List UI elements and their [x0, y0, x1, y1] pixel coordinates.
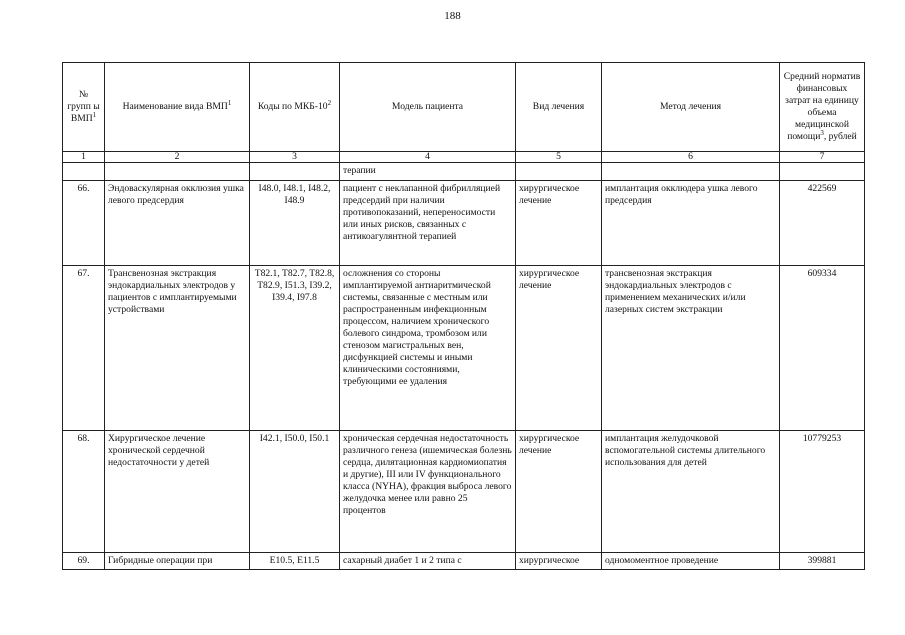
cell-name: [105, 163, 250, 181]
column-number: 3: [250, 152, 340, 163]
cell-num: 66.: [63, 181, 105, 266]
column-number: 1: [63, 152, 105, 163]
cell-name: Хирургическое лечение хронической сердечной недостаточности у детей: [105, 431, 250, 553]
cell-num: [63, 163, 105, 181]
cell-model: хроническая сердечная недостаточность различного генеза (ишемическая болезнь сердца, дилятационная кардиомиопатия и другие), III или IV функционального класса (NYHA), фракция выброса левого желудочка менее или равно 25 процентов: [340, 431, 516, 553]
cell-type: хирургическое лечение: [516, 431, 602, 553]
header-treatment-type: Вид лечения: [516, 63, 602, 152]
cell-cost: [780, 163, 865, 181]
column-number-row: [63, 152, 865, 163]
cell-model: осложнения со стороны имплантируемой антиаритмической системы, связанные с местным или распространенным инфекционным процессом, наличием хронического болевого синдрома, тромбозом или стенозом магистральных вен, дисфункцией системы и иными клиническими состояниями, требующими ее удаления: [340, 266, 516, 431]
table-row: [63, 553, 865, 570]
cell-num: 67.: [63, 266, 105, 431]
cell-num: 68.: [63, 431, 105, 553]
cell-codes: I48.0, I48.1, I48.2, I48.9: [250, 181, 340, 266]
table-row: [63, 181, 865, 266]
cell-method: имплантация желудочковой вспомогательной системы длительного использования для детей: [602, 431, 780, 553]
cell-type: [516, 163, 602, 181]
cell-type: хирургическое: [516, 553, 602, 570]
cell-codes: [250, 163, 340, 181]
table-row: [63, 266, 865, 431]
header-vmp-name: Наименование вида ВМП$^1$: [105, 63, 250, 152]
cell-method: трансвенозная экстракция эндокардиальных электродов с применением механических и/или лазерных систем экстракции: [602, 266, 780, 431]
cell-cost: 609334: [780, 266, 865, 431]
column-number: 7: [780, 152, 865, 163]
cell-cost: 10779253: [780, 431, 865, 553]
cell-name: Эндоваскулярная окклюзия ушка левого предсердия: [105, 181, 250, 266]
cell-method: одномоментное проведение: [602, 553, 780, 570]
cell-type: хирургическое лечение: [516, 266, 602, 431]
cell-model: сахарный диабет 1 и 2 типа с: [340, 553, 516, 570]
column-number: 6: [602, 152, 780, 163]
cell-name: Гибридные операции при: [105, 553, 250, 570]
header-row: [63, 63, 865, 152]
cell-codes: I42.1, I50.0, I50.1: [250, 431, 340, 553]
column-number: 2: [105, 152, 250, 163]
cell-codes: T82.1, T82.7, T82.8, T82.9, I51.3, I39.2, I39.4, I97.8: [250, 266, 340, 431]
vmp-table: [62, 62, 865, 570]
cell-name: Трансвенозная экстракция эндокардиальных электродов у пациентов с имплантируемыми устройствами: [105, 266, 250, 431]
page-number: 188: [444, 10, 461, 22]
table-row: [63, 431, 865, 553]
cell-num: 69.: [63, 553, 105, 570]
cell-cost: 399881: [780, 553, 865, 570]
cell-model: пациент с неклапанной фибрилляцией предсердий при наличии противопоказаний, непереносимости или иных рисков, связанных с антикоагулянтной терапией: [340, 181, 516, 266]
cell-cost: 422569: [780, 181, 865, 266]
header-mkb-codes: Коды по МКБ-10$^2$: [250, 63, 340, 152]
cell-model: терапии: [340, 163, 516, 181]
column-number: 4: [340, 152, 516, 163]
header-patient-model: Модель пациента: [340, 63, 516, 152]
column-number: 5: [516, 152, 602, 163]
cell-codes: E10.5, E11.5: [250, 553, 340, 570]
header-treatment-method: Метод лечения: [602, 63, 780, 152]
cell-method: имплантация окклюдера ушка левого предсердия: [602, 181, 780, 266]
continuation-row: [63, 163, 865, 181]
cell-type: хирургическое лечение: [516, 181, 602, 266]
header-average-cost: Средний норматив финансовых затрат на единицу объема медицинской помощи$^3$, рублей: [780, 63, 865, 152]
header-group-number: № групп ы ВМП$^1$: [63, 63, 105, 152]
cell-method: [602, 163, 780, 181]
